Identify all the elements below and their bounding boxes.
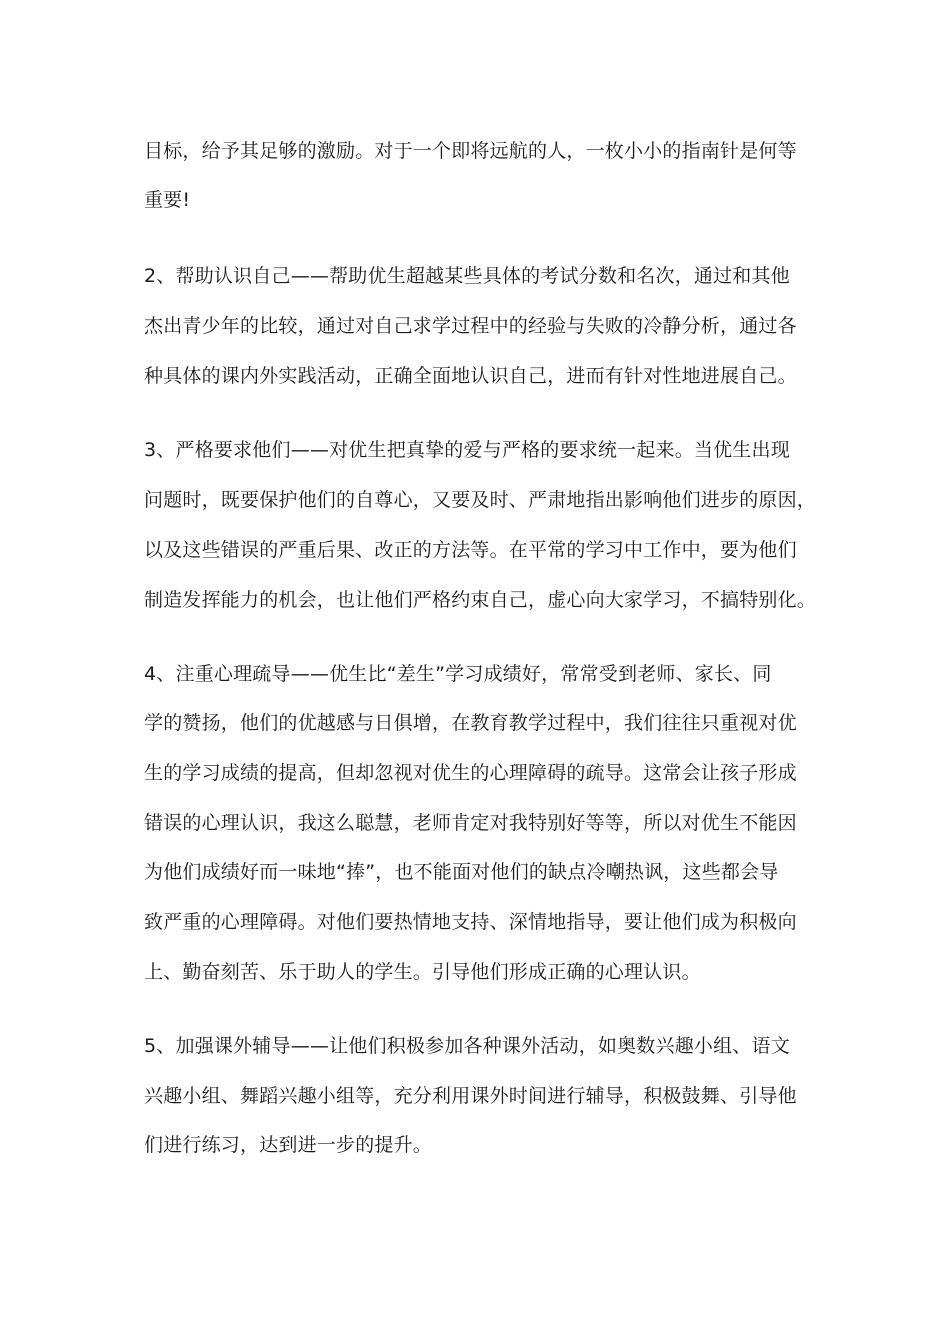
text-line: 学的赞扬，他们的优越感与日俱增，在教育教学过程中，我们往往只重视对优 (144, 712, 797, 734)
text-line: 生的学习成绩的提高，但却忽视对优生的心理障碍的疏导。这常会让孩子形成 (144, 762, 797, 784)
text-line: 4、注重心理疏导——优生比“差生”学习成绩好，常常受到老师、家长、同 (144, 663, 772, 685)
text-line: 问题时，既要保护他们的自尊心，又要及时、严肃地指出影响他们进步的原因， (144, 489, 817, 511)
text-line: 错误的心理认识，我这么聪慧，老师肯定对我特别好等等，所以对优生不能因 (144, 812, 797, 834)
text-line: 制造发挥能力的机会，也让他们严格约束自己，虚心向大家学习，不搞特别化。 (144, 589, 817, 611)
text-line: 2、帮助认识自己——帮助优生超越某些具体的考试分数和名次，通过和其他 (144, 265, 790, 287)
text-line: 种具体的课内外实践活动，正确全面地认识自己，进而有针对性地进展自己。 (144, 365, 797, 387)
text-line: 们进行练习，达到进一步的提升。 (144, 1134, 433, 1156)
text-line: 上、勤奋刻苦、乐于助人的学生。引导他们形成正确的心理认识。 (144, 961, 701, 983)
text-line: 为他们成绩好而一味地“捧”，也不能面对他们的缺点冷嘲热讽，这些都会导 (144, 861, 779, 883)
text-line: 目标，给予其足够的激励。对于一个即将远航的人，一枚小小的指南针是何等 (144, 140, 797, 162)
text-line: 3、严格要求他们——对优生把真挚的爱与严格的要求统一起来。当优生出现 (144, 439, 790, 461)
text-line: 杰出青少年的比较，通过对自己求学过程中的经验与失败的冷静分析，通过各 (144, 315, 797, 337)
text-line: 致严重的心理障碍。对他们要热情地支持、深情地指导，要让他们成为积极向 (144, 911, 797, 933)
text-line: 5、加强课外辅导——让他们积极参加各种课外活动，如奥数兴趣小组、语文 (144, 1035, 790, 1057)
text-line: 兴趣小组、舞蹈兴趣小组等，充分利用课外时间进行辅导，积极鼓舞、引导他 (144, 1085, 797, 1107)
text-line: 以及这些错误的严重后果、改正的方法等。在平常的学习中工作中，要为他们 (144, 539, 797, 561)
text-line: 重要! (144, 189, 191, 211)
